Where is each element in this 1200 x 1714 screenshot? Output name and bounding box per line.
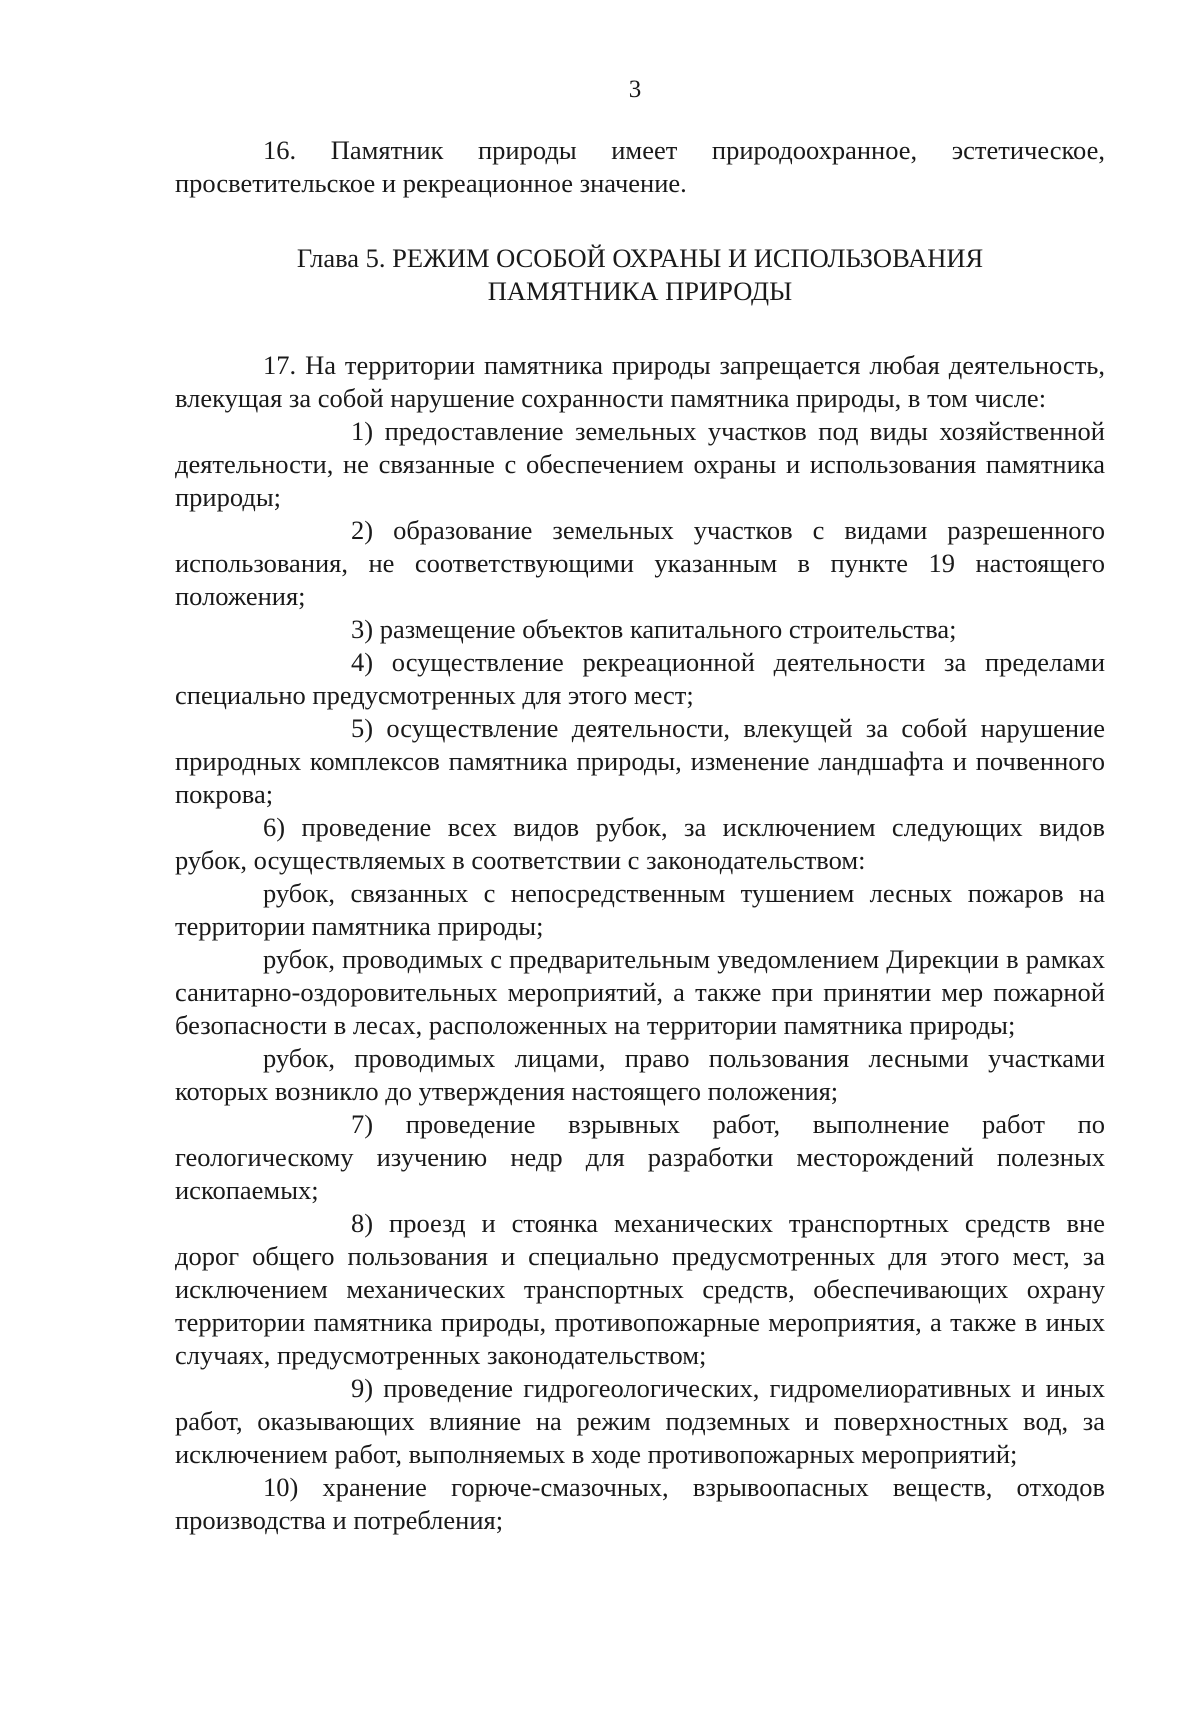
list-item-text: проведение взрывных работ, выполнение работ по геологическому изучению недр для разработки месторождений полезных ископаемых; <box>175 1109 1105 1205</box>
list-item-text: проведение гидрогеологических, гидромелиоративных и иных работ, оказывающих влияние на режим подземных и поверхностных вод, за исключением работ, выполняемых в ходе противопожарных мероприятий; <box>175 1373 1105 1469</box>
list-item-number: 3) <box>351 614 374 644</box>
list-item-number: 9) <box>351 1373 374 1403</box>
list-item-1 <box>175 415 1105 514</box>
paragraph-16: 16. Памятник природы имеет природоохранное, эстетическое, просветительское и рекреационное значение. <box>175 135 1105 198</box>
list-item-number: 10) <box>263 1472 299 1502</box>
chapter-heading-line-1: Глава 5. РЕЖИМ ОСОБОЙ ОХРАНЫ И ИСПОЛЬЗОВАНИЯ <box>296 243 984 273</box>
chapter-heading <box>175 242 1105 308</box>
list-item-text: предоставление земельных участков под виды хозяйственной деятельности, не связанные с обеспечением охраны и использования памятника природы; <box>175 416 1105 512</box>
list-item-number: 7) <box>351 1109 374 1139</box>
list-item-4 <box>175 646 1105 712</box>
list-item-7 <box>175 1108 1105 1207</box>
list-item-number: 1) <box>351 416 374 446</box>
list-item-text: образование земельных участков с видами разрешенного использования, не соответствующими указанным в пункте 19 настоящего положения; <box>175 515 1105 611</box>
list-item-text: осуществление рекреационной деятельности за пределами специально предусмотренных для этого мест; <box>175 647 1106 710</box>
sub-item-6-2: рубок, проводимых с предварительным уведомлением Дирекции в рамках санитарно-оздоровительных мероприятий, а также при принятии мер пожарной безопасности в лесах, расположенных на территории памятника природы; <box>175 944 1105 1040</box>
paragraph-17-block <box>175 349 1105 1537</box>
chapter-heading-line-2: ПАМЯТНИКА ПРИРОДЫ <box>487 276 793 306</box>
paragraph-17: 17. На территории памятника природы запрещается любая деятельность, влекущая за собой нарушение сохранности памятника природы, в том числе: <box>175 350 1105 413</box>
list-item-text: проезд и стоянка механических транспортных средств вне дорог общего пользования и специально предусмотренных для этого мест, за исключением механических транспортных средств, обеспечивающих охрану территории памятника природы, противопожарные мероприятия, а также в иных случаях, предусмотренных законодательством; <box>175 1208 1106 1370</box>
sub-item-6-3: рубок, проводимых лицами, право пользования лесными участками которых возникло до утверждения настоящего положения; <box>175 1043 1105 1106</box>
list-item-text: осуществление деятельности, влекущей за собой нарушение природных комплексов памятника природы, изменение ландшафта и почвенного покрова; <box>175 713 1105 809</box>
list-item-number: 5) <box>351 713 374 743</box>
list-item-text: размещение объектов капитального строительства; <box>379 614 957 644</box>
list-item-number: 4) <box>351 647 374 677</box>
list-item-5 <box>175 712 1105 811</box>
list-item-text: хранение горюче-смазочных, взрывоопасных веществ, отходов производства и потребления; <box>175 1472 1105 1535</box>
list-item-2 <box>175 514 1105 613</box>
list-item-number: 6) <box>263 812 286 842</box>
page-number: 3 <box>628 76 642 103</box>
list-item-9 <box>175 1372 1105 1471</box>
list-item-text: проведение всех видов рубок, за исключением следующих видов рубок, осуществляемых в соответствии с законодательством: <box>175 812 1106 875</box>
list-item-number: 2) <box>351 515 374 545</box>
list-item-number: 8) <box>351 1208 374 1238</box>
list-item-10 <box>175 1471 1105 1537</box>
list-item-8 <box>175 1207 1105 1372</box>
sub-item-6-1: рубок, связанных с непосредственным тушением лесных пожаров на территории памятника природы; <box>175 878 1105 941</box>
list-item-3 <box>175 613 1105 646</box>
list-item-6 <box>175 811 1105 877</box>
paragraph-16-block <box>175 134 1105 200</box>
